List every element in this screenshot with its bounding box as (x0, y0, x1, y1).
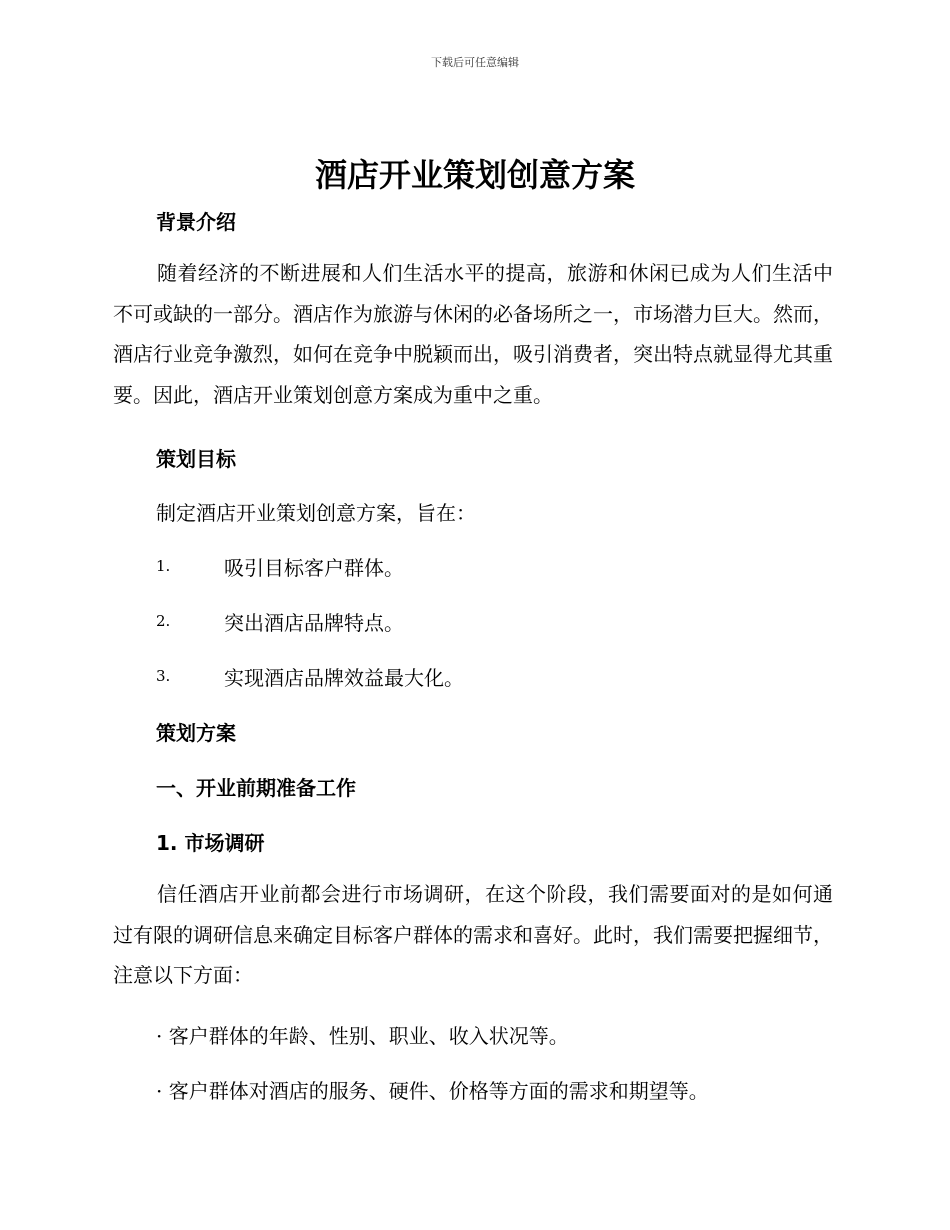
heading-goals: 策划目标 (156, 447, 236, 471)
bullet-item: · 客户群体对酒店的服务、硬件、价格等方面的需求和期望等。 (156, 1079, 709, 1103)
heading-background: 背景介绍 (156, 210, 236, 234)
paragraph-market-research: 信任酒店开业前都会进行市场调研，在这个阶段，我们需要面对的是如何通过有限的调研信息来确定目标客户群体的需求和喜好。此时，我们需要把握细节，注意以下方面： (113, 882, 833, 987)
list-item-text: 实现酒店品牌效益最大化。 (224, 666, 464, 690)
page-header: 下载后可任意编辑 (431, 56, 519, 69)
list-item-number: 3. (156, 667, 171, 685)
paragraph-background: 随着经济的不断进展和人们生活水平的提高，旅游和休闲已成为人们生活中不可或缺的一部分。酒店作为旅游与休闲的必备场所之一，市场潜力巨大。然而，酒店行业竞争激烈，如何在竞争中脱颖而出，吸引消费者，突出特点就显得尤其重要。因此，酒店开业策划创意方案成为重中之重。 (113, 261, 833, 407)
list-item-text: 吸引目标客户群体。 (224, 556, 404, 580)
goals-intro: 制定酒店开业策划创意方案，旨在： (156, 501, 476, 525)
list-item-number: 2. (156, 612, 171, 630)
subheading-preparation: 一、开业前期准备工作 (156, 776, 356, 800)
document-title: 酒店开业策划创意方案 (314, 156, 635, 194)
list-item-text: 突出酒店品牌特点。 (224, 611, 404, 635)
subheading-market-research: 1. 市场调研 (156, 831, 265, 855)
heading-plan: 策划方案 (156, 721, 236, 745)
bullet-item: · 客户群体的年龄、性别、职业、收入状况等。 (156, 1024, 569, 1048)
list-item-number: 1. (156, 557, 171, 575)
